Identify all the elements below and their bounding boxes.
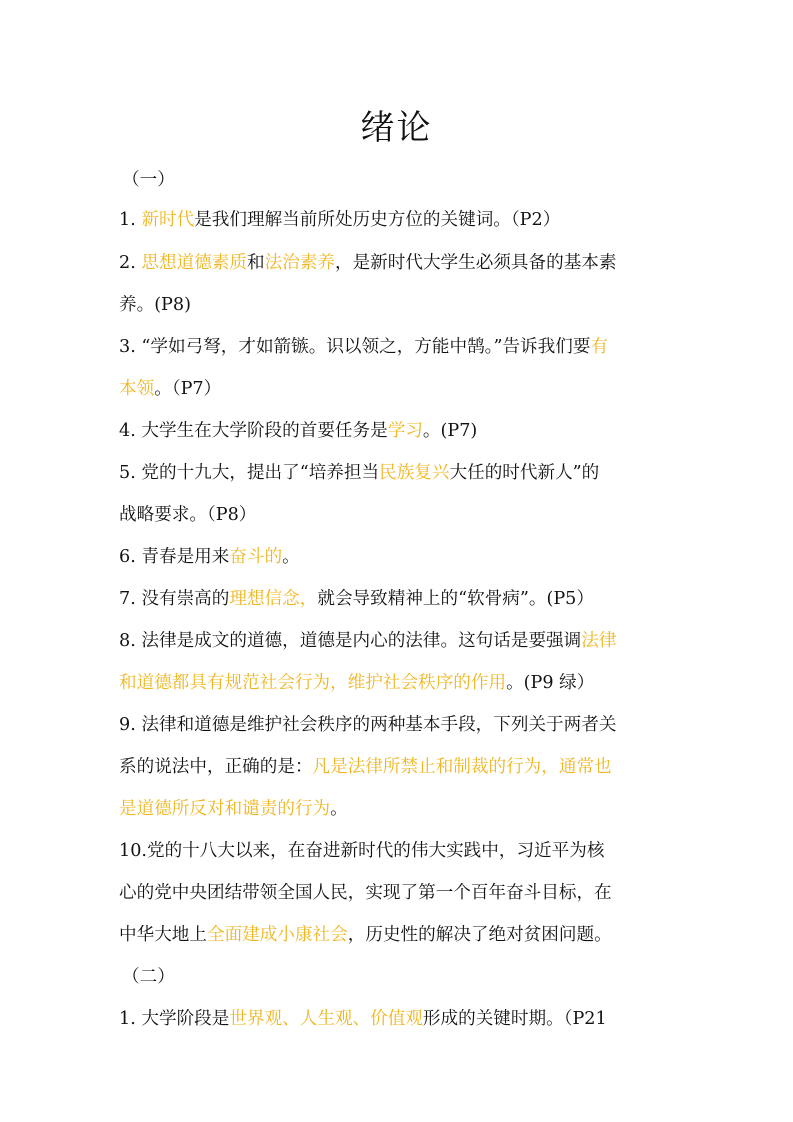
- answer-highlight: 和道德都具有规范社会行为，维护社会秩序的作用: [119, 673, 507, 693]
- list-item-8: 8. 法律是成文的道德，道德是内心的法律。这句话是要强调法律: [119, 631, 617, 651]
- answer-highlight: 凡是法律所禁止和制裁的行为，通常也: [312, 757, 612, 777]
- answer-highlight: 有: [590, 337, 609, 357]
- answer-highlight: 奋斗的: [229, 547, 283, 567]
- list-item-2: 2. 思想道德素质和法治素养，是新时代大学生必须具备的基本素: [119, 253, 617, 273]
- list-item-4: 4. 大学生在大学阶段的首要任务是学习。(P7): [119, 421, 478, 441]
- answer-highlight: 法治素养: [264, 253, 335, 273]
- answer-highlight: 世界观、人生观、价值观: [229, 1009, 423, 1029]
- list-item-5-cont: 战略要求。（P8）: [119, 505, 257, 525]
- section-heading-2: （二）: [122, 967, 175, 987]
- list-item-8-cont: 和道德都具有规范社会行为，维护社会秩序的作用。(P9 绿）: [119, 673, 595, 693]
- list-item-3: 3. “学如弓弩，才如箭镞。识以领之，方能中鹄。”告诉我们要有: [119, 337, 609, 357]
- list-item-9: 9. 法律和道德是维护社会秩序的两种基本手段，下列关于两者关: [119, 715, 617, 735]
- list-item-3-cont: 本领。（P7）: [119, 379, 222, 399]
- answer-highlight: 学习: [387, 421, 423, 441]
- answer-highlight: 民族复兴: [379, 463, 450, 483]
- answer-highlight: 是道德所反对和谴责的行为: [119, 799, 331, 819]
- page-title: 绪论: [360, 108, 433, 148]
- list-item-5: 5. 党的十九大，提出了“培养担当民族复兴大任的时代新人”的: [119, 463, 600, 483]
- section-heading-1: （一）: [122, 170, 175, 190]
- list-item-7: 7. 没有崇高的理想信念，就会导致精神上的“软骨病”。(P5）: [119, 589, 594, 609]
- list-item-1: 1. 新时代是我们理解当前所处历史方位的关键词。（P2）: [119, 210, 561, 230]
- list-item-9-cont: 系的说法中，正确的是：凡是法律所禁止和制裁的行为，通常也: [119, 757, 612, 777]
- list-item-10-cont2: 中华大地上全面建成小康社会，历史性的解决了绝对贫困问题。: [119, 925, 612, 945]
- list-item-9-cont2: 是道德所反对和谴责的行为。: [119, 799, 348, 819]
- list-item-10: 10.党的十八大以来，在奋进新时代的伟大实践中，习近平为核: [119, 841, 605, 861]
- answer-highlight: 法律: [581, 631, 617, 651]
- list-item-10-cont: 心的党中央团结带领全国人民，实现了第一个百年奋斗目标，在: [119, 883, 612, 903]
- answer-highlight: 新时代: [141, 210, 195, 230]
- list-item-6: 6. 青春是用来奋斗的。: [119, 547, 300, 567]
- answer-highlight: 思想道德素质: [141, 253, 247, 273]
- list-item-s2-1: 1. 大学阶段是世界观、人生观、价值观形成的关键时期。（P21: [119, 1009, 607, 1029]
- answer-highlight: 理想信念，: [229, 589, 318, 609]
- answer-highlight: 全面建成小康社会: [206, 925, 348, 945]
- list-item-2-cont: 养。(P8): [119, 295, 191, 315]
- answer-highlight: 本领: [119, 379, 155, 399]
